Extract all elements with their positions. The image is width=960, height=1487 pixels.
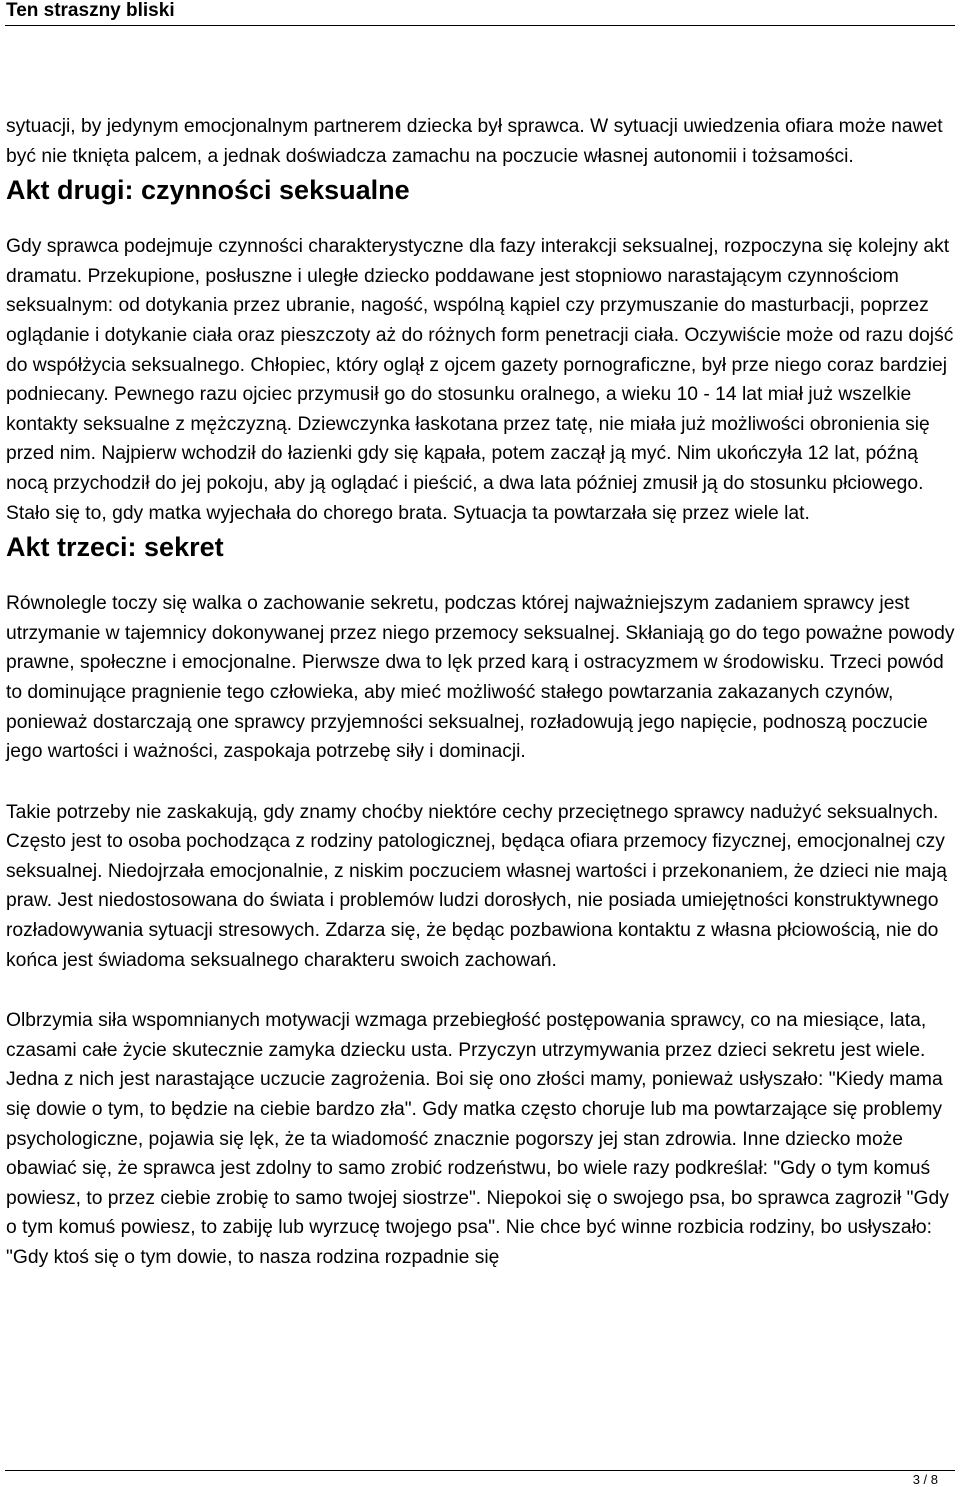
header-divider [5,25,955,26]
spacer [6,566,956,589]
spacer [6,767,956,798]
footer-divider [5,1470,955,1471]
page-number: 3 / 8 [912,1472,938,1487]
spacer [6,975,956,1006]
section-three-paragraph-3: Olbrzymia siła wspomnianych motywacji wzmaga przebiegłość postępowania sprawcy, co na miesiące, lata, czasami całe życie skutecznie zamyka dziecku usta. Przyczyn utrzymywania przez dzieci sekretu jest wiele. Jedna z nich jest narastające uczucie zagrożenia. Boi się ono złości mamy, ponieważ usłyszało: "Kiedy mama się dowie o tym, to będzie na ciebie bardzo zła". Gdy matka często choruje lub ma powtarzające się problemy psychologiczne, pojawia się lęk, że ta wiadomość znacznie pogorszy jej stan zdrowia. Inne dziecko może obawiać się, że sprawca jest zdolny to samo zrobić rodzeństwu, bo wiele razy podkreślał: "Gdy o tym komuś powiesz, to przez ciebie zrobię to samo twojej siostrze". Niepokoi się o swojego psa, bo sprawca zagroził "Gdy o tym komuś powiesz, to zabiję lub wyrzucę twojego psa". Nie chce być winne rozbicia rodziny, bo usłyszało: "Gdy ktoś się o tym dowie, to nasza rodzina rozpadnie się [6,1010,949,1268]
section-three-paragraph-1: Równolegle toczy się walka o zachowanie sekretu, podczas której najważniejszym zadaniem sprawcy jest utrzymanie w tajemnicy dokonywanej przez niego przemocy seksualnej. Skłaniają go do tego poważne powody prawne, społeczne i emocjonalne. Pierwsze dwa to lęk przed karą i ostracyzmem w środowisku. Trzeci powód to dominujące pragnienie tego człowieka, aby mieć możliwość stałego powtarzania zakazanych czynów, ponieważ dostarczają one sprawcy przyjemności seksualnej, rozładowują jego napięcie, podnoszą poczucie jego wartości i ważności, zaspokaja potrzebę siły i dominacji. [6,593,955,763]
section-two-paragraph: Gdy sprawca podejmuje czynności charakterystyczne dla fazy interakcji seksualnej, rozpoczyna się kolejny akt dramatu. Przekupione, posłuszne i uległe dziecko poddawane jest stopniowo narastającym czynnościom seksualnym: od dotykania przez ubranie, nagość, wspólną kąpiel czy przymuszanie do masturbacji, poprzez oglądanie i dotykanie ciała oraz pieszczoty aż do różnych form penetracji ciała. Oczywiście może od razu dojść do współżycia seksualnego. Chłopiec, który oglął z ojcem gazety pornograficzne, był prze niego coraz bardziej podniecany. Pewnego razu ojciec przymusił go do stosunku oralnego, a wieku 10 - 14 lat miał już wszelkie kontakty seksualne z mężczyzną. Dziewczynka łaskotana przez tatę, nie miała już możliwości obronienia się przed nim. Najpierw wchodził do łazienki gdy się kąpała, potem zaczął ją myć. Nim ukończyła 12 lat, późną nocą przychodził do jej pokoju, aby ją oglądać i pieścić, a dwa lata później zmusił ją do stosunku płciowego. Stało się to, gdy matka wyjechała do chorego brata. Sytuacja ta powtarzała się przez wiele lat. [6,236,954,524]
section-three-paragraph-2: Takie potrzeby nie zaskakują, gdy znamy choćby niektóre cechy przeciętnego sprawcy nadużyć seksualnych. Często jest to osoba pochodząca z rodziny patologicznej, będąca ofiara przemocy fizycznej, emocjonalnej czy seksualnej. Niedojrzała emocjonalnie, z niskim poczuciem własnej wartości i przekonaniem, że dzieci nie mają praw. Jest niedostosowana do świata i problemów ludzi dorosłych, nie posiada umiejętności konstruktywnego rozładowywania sytuacji stresowych. Zdarza się, że będąc pozbawiona kontaktu z własna płciowością, nie do końca jest świadoma seksualnego charakteru swoich zachowań. [6,801,947,971]
intro-paragraph: sytuacji, by jedynym emocjonalnym partnerem dziecka był sprawca. W sytuacji uwiedzenia ofiara może nawet być nie tknięta palcem, a jednak doświadcza zamachu na poczucie własnej autonomii i tożsamości. [6,116,943,167]
document-body [6,112,956,1273]
document-title: Ten straszny bliski [6,0,175,21]
section-heading-act-three: Akt trzeci: sekret [6,532,224,563]
spacer [6,209,956,232]
section-heading-act-two: Akt drugi: czynności seksualne [6,175,410,206]
